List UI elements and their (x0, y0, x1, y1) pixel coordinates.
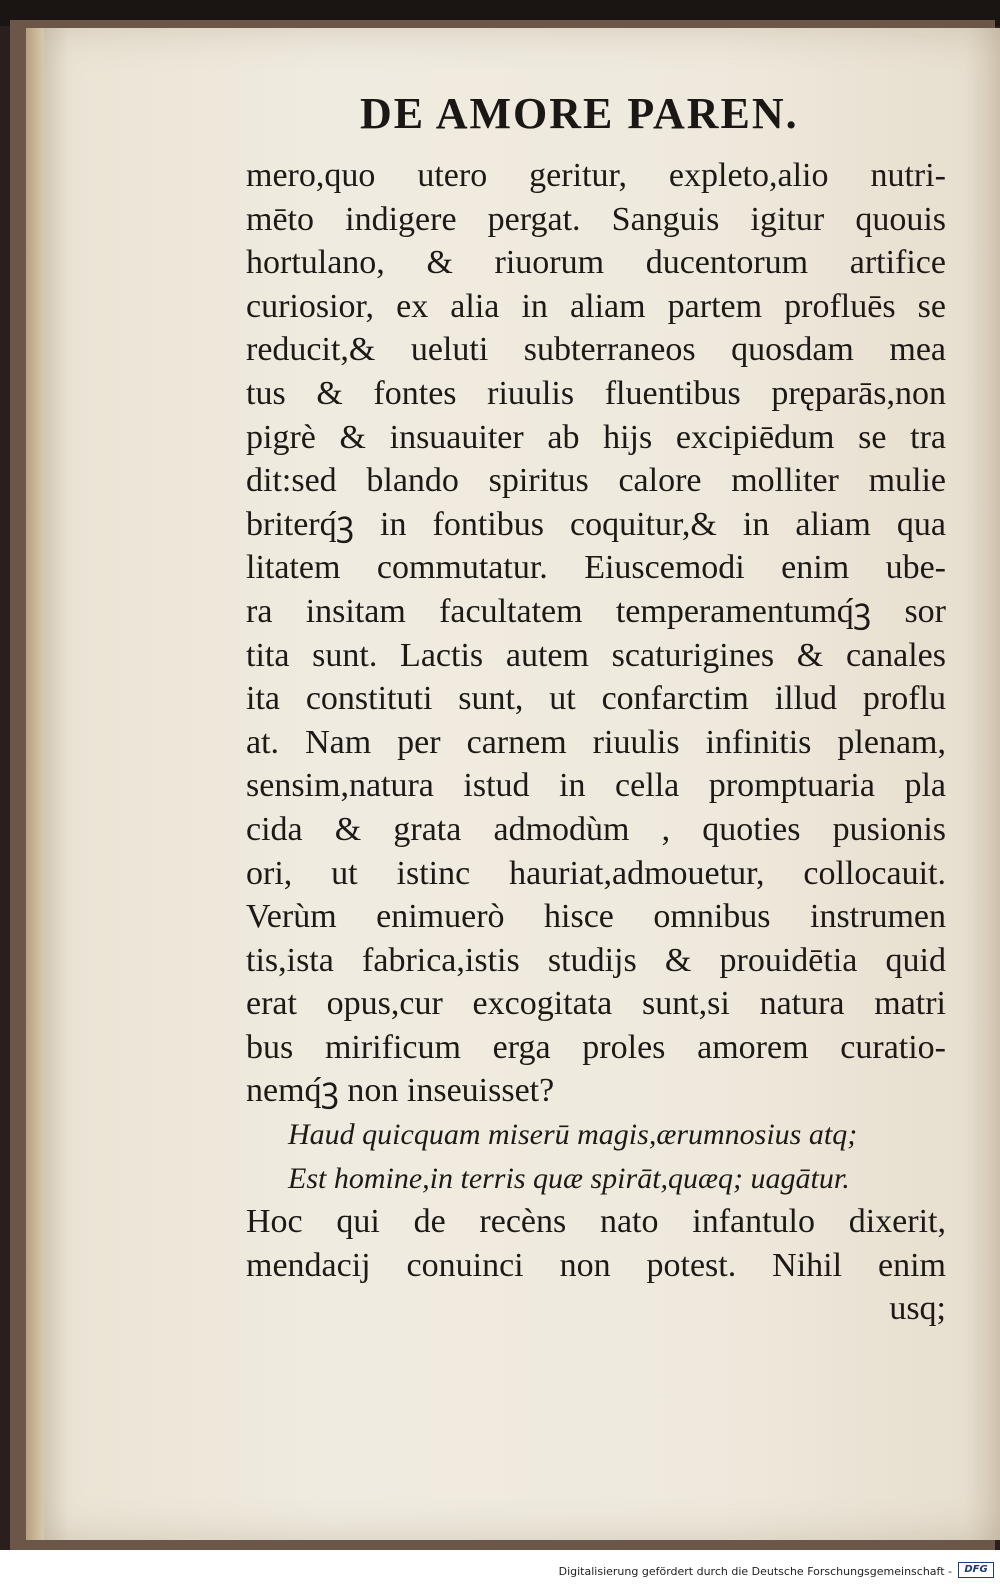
text-line: mero,quo utero geritur, expleto,alio nutri- (246, 157, 946, 194)
verse-line: Haud quicquam miserū magis,ærumnosius atq; (288, 1118, 858, 1152)
text-line: nemq́ꝫ non inseuisset? (246, 1072, 555, 1110)
text-line: mēto indigere pergat. Sanguis igitur quouis (246, 200, 946, 238)
text-line: sensim,natura istud in cella promptuaria pla (246, 767, 946, 805)
text-line: tus & fontes riuulis fluentibus pręparās,non (246, 374, 946, 412)
text-line: reducit,& ueluti subterraneos quosdam mea (246, 331, 946, 369)
dfg-logo-icon: DFG (958, 1562, 994, 1578)
text-line: pigrè & insuauiter ab hijs excipiēdum se tra (246, 418, 946, 456)
text-line: briterq́ꝫ in fontibus coquitur,& in aliam qua (246, 505, 946, 543)
text-line: hortulano, & riuorum ducentorum artifice (246, 244, 946, 282)
text-line: litatem commutatur. Eiuscemodi enim ube- (246, 549, 946, 587)
text-line: at. Nam per carnem riuulis infinitis plenam, (246, 723, 946, 761)
text-line: ra insitam facultatem temperamentumq́ꝫ sor (246, 592, 946, 630)
running-heading: DE AMORE PAREN. (360, 89, 799, 138)
text-line: cida & grata admodùm , quoties pusionis (246, 810, 946, 848)
text-line: Verùm enimuerò hisce omnibus instrumen (246, 898, 946, 936)
text-line: curiosior, ex alia in aliam partem profluēs se (246, 287, 946, 325)
text-line: erat opus,cur excogitata sunt,si natura matri (246, 985, 946, 1023)
footer-bar (0, 1550, 1000, 1584)
funding-credit: Digitalisierung gefördert durch die Deutsche Forschungsgemeinschaft - (558, 1565, 952, 1578)
text-line: dit:sed blando spiritus calore molliter mulie (246, 462, 946, 500)
text-line: bus mirificum erga proles amorem curatio- (246, 1028, 946, 1066)
text-line: Hoc qui de recèns nato infantulo dixerit, (246, 1203, 946, 1241)
verse-line: Est homine,in terris quæ spirāt,quæq; uagātur. (288, 1161, 850, 1195)
text-line: ori, ut istinc hauriat,admouetur, collocauit. (246, 854, 946, 892)
catchword: usq; (889, 1290, 946, 1328)
text-line: mendacij conuinci non potest. Nihil enim (246, 1246, 946, 1284)
page-gutter (26, 28, 44, 1540)
text-line: tita sunt. Lactis autem scaturigines & canales (246, 636, 946, 674)
text-line: ita constituti sunt, ut confarctim illud proflu (246, 680, 946, 718)
body-text (246, 154, 946, 1331)
text-line: tis,ista fabrica,istis studijs & prouidētia quid (246, 941, 946, 979)
